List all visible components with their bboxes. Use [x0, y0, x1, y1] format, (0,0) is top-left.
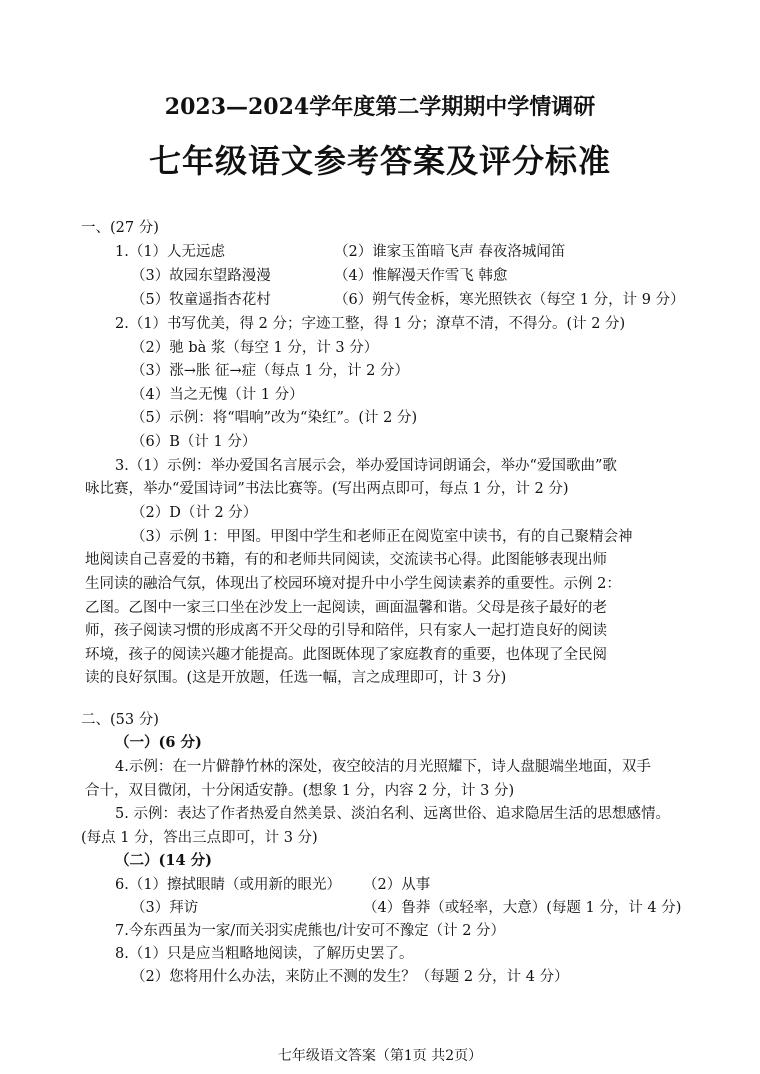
q3-line8: 师，孩子阅读习惯的形成离不开父母的引导和陪伴，只有家人一起打造良好的阅读	[85, 623, 607, 639]
section2-heading: 二、(53 分)	[81, 712, 159, 728]
q3-line9: 环境，孩子的阅读兴趣才能提高。此图既体现了家庭教育的重要，也体现了全民阅	[85, 647, 607, 663]
subsection2-heading: （二）(14 分)	[115, 852, 212, 869]
q5-line1: 5. 示例：表达了作者热爱自然美景、淡泊名利、远离世俗、追求隐居生活的思想感情。	[115, 806, 670, 822]
q6-4: （4）鲁莽（或轻率，大意）(每题 1 分，计 4 分)	[363, 900, 682, 916]
q3-line10: 读的良好氛围。(这是开放题，任选一幅，言之成理即可，计 3 分)	[85, 670, 507, 686]
q2-line6: （6）B（计 1 分）	[131, 434, 257, 450]
q3-line2: 咏比赛，举办“爱国诗词”书法比赛等。(写出两点即可，每点 1 分，计 2 分)	[85, 481, 569, 497]
q4-line1: 4.示例：在一片僻静竹林的深处，夜空皎洁的月光照耀下，诗人盘腿端坐地面，双手	[115, 759, 651, 775]
page-footer: 七年级语文答案（第1页 共2页）	[277, 1048, 483, 1064]
section1-heading: 一、(27 分)	[81, 220, 159, 236]
q2-line1: 2.（1）书写优美，得 2 分；字迹工整，得 1 分；潦草不清，不得分。(计 2 分)	[115, 316, 626, 332]
answer-title: 七年级语文参考答案及评分标准	[148, 142, 611, 180]
q1-3: （3）故园东望路漫漫	[131, 268, 271, 284]
q6-row2	[131, 898, 751, 918]
subsection1-heading: （一）(6 分)	[115, 734, 202, 751]
q6-3: （3）拜访	[131, 900, 199, 916]
q1-4: （4）惟解漫天作雪飞 韩愈	[334, 268, 508, 284]
q1-5: （5）牧童遥指杏花村	[131, 292, 271, 308]
q3-line4: （3）示例 1：甲图。甲图中学生和老师正在阅览室中读书，有的自己聚精会神	[131, 529, 633, 545]
q7-line: 7.今东西虽为一家/而关羽实虎熊也/计安可不豫定（计 2 分）	[115, 923, 506, 939]
exam-title: 2023—2024学年度第二学期期中学情调研	[164, 94, 596, 120]
q2-line5: （5）示例：将“唱响”改为“染红”。(计 2 分)	[131, 410, 418, 426]
q6-row1	[115, 875, 735, 895]
q8-line1: 8.（1）只是应当粗略地阅读，了解历史罢了。	[115, 946, 414, 962]
q8-line2: （2）您将用什么办法，来防止不测的发生？（每题 2 分，计 4 分）	[131, 969, 569, 985]
q4-line2: 合十，双目微闭，十分闲适安静。(想象 1 分，内容 2 分，计 3 分)	[85, 783, 515, 799]
q2-line4: （4）当之无愧（计 1 分）	[131, 387, 304, 403]
q2-line3: （3）涨→胀 征→症（每点 1 分，计 2 分）	[131, 363, 410, 379]
q3-line3: （2）D（计 2 分）	[131, 505, 258, 521]
q3-line6: 生同读的融洽气氛，体现出了校园环境对提升中小学生阅读素养的重要性。示例 2：	[85, 576, 621, 592]
q1-row2	[131, 266, 751, 286]
q6-2: （2）从事	[363, 877, 431, 893]
q6-1: 6.（1）擦拭眼睛（或用新的眼光）	[115, 877, 342, 893]
q5-line2: (每点 1 分，答出三点即可，计 3 分)	[81, 830, 318, 846]
q1-6: （6）朔气传金柝，寒光照铁衣（每空 1 分，计 9 分）	[334, 292, 685, 308]
q2-line2: （2）驰 bà 浆（每空 1 分，计 3 分）	[131, 340, 379, 356]
q1-1: 1.（1）人无远虑	[115, 244, 226, 260]
q1-2: （2）谁家玉笛暗飞声 春夜洛城闻笛	[334, 244, 566, 260]
q3-line7: 乙图。乙图中一家三口坐在沙发上一起阅读，画面温馨和谐。父母是孩子最好的老	[85, 600, 607, 616]
q1-row3	[131, 290, 751, 310]
q3-line5: 地阅读自己喜爱的书籍，有的和老师共同阅读，交流读书心得。此图能够表现出师	[85, 552, 607, 568]
q1-row1	[115, 242, 735, 262]
q3-line1: 3.（1）示例：举办爱国名言展示会，举办爱国诗词朗诵会，举办“爱国歌曲”歌	[115, 458, 617, 474]
